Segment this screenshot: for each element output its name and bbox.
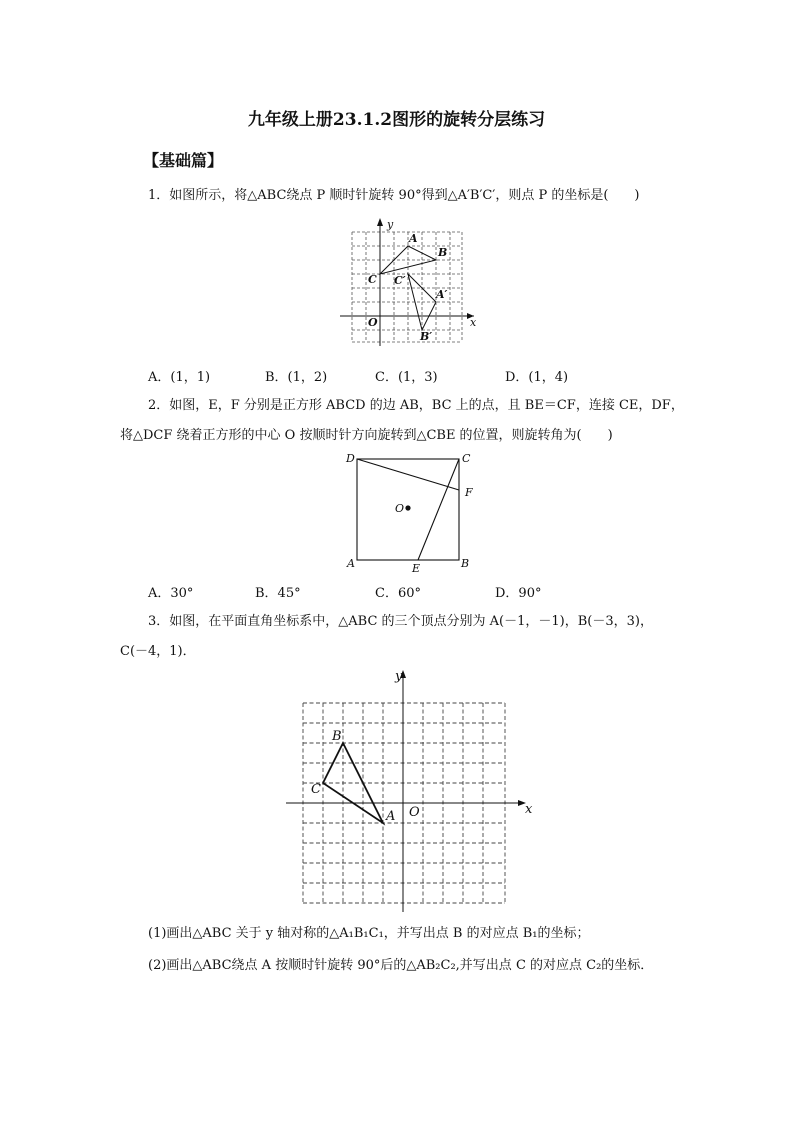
q2-line-df — [357, 459, 459, 490]
q3-label-c: C — [311, 782, 321, 797]
q2-option-d: D．90° — [495, 586, 542, 601]
question-1-stem: 1．如图所示，将△ABC绕点 P 顺时针旋转 90°得到△A′B′C′，则点 P 的坐标是( ) — [148, 188, 640, 203]
question-3-stem-line-1: 3．如图，在平面直角坐标系中，△ABC 的三个顶点分别为 A(－1，－1)，B(－3，3)， — [148, 614, 653, 629]
question-3-stem-line-2: C(－4，1)． — [120, 644, 196, 659]
q3-origin-label: O — [409, 805, 420, 820]
q1-option-d: D．(1，4) — [505, 370, 569, 385]
question-3-part-2: (2)画出△ABC绕点 A 按顺时针旋转 90°后的△AB₂C₂,并写出点 C 的对应点 C₂的坐标． — [148, 958, 654, 973]
q2-option-a: A．30° — [148, 586, 194, 601]
q3-label-a: A — [386, 809, 396, 824]
question-3-part-1: (1)画出△ABC 关于 y 轴对称的△A₁B₁C₁，并写出点 B 的对应点 B₁的坐标； — [148, 926, 590, 941]
section-heading: 【基础篇】 — [143, 151, 224, 170]
q3-y-label: y — [395, 669, 403, 684]
q1-option-a: A．(1，1) — [148, 370, 211, 385]
q2-label-e: E — [412, 562, 421, 575]
q2-label-d: D — [346, 452, 355, 465]
q1-y-arrow — [377, 218, 383, 226]
q1-label-b: B — [438, 246, 448, 259]
q3-label-b: B — [332, 729, 342, 744]
q2-label-b: B — [461, 557, 470, 570]
q2-option-b: B．45° — [255, 586, 301, 601]
question-3-figure — [280, 665, 540, 915]
q1-x-label: x — [470, 316, 477, 329]
question-2-stem-line-2: 将△DCF 绕着正方形的中心 O 按顺时针方向旋转到△CBE 的位置，则旋转角为( ) — [120, 428, 613, 443]
q3-axes — [286, 672, 524, 912]
q1-label-c-prime: C′ — [394, 274, 406, 287]
q2-center-point — [405, 505, 410, 510]
q1-y-label: y — [387, 218, 394, 231]
q2-line-ce — [418, 459, 459, 560]
q1-origin-label: O — [368, 316, 378, 329]
q2-label-f: F — [465, 486, 473, 499]
q3-x-label: x — [525, 802, 533, 817]
question-1-figure — [340, 215, 480, 350]
q2-label-o: O — [395, 502, 405, 515]
q1-label-a: A — [409, 232, 418, 245]
q2-label-c: C — [462, 452, 471, 465]
q1-label-c: C — [368, 273, 377, 286]
q1-axes — [340, 220, 474, 346]
q1-label-b-prime: B′ — [420, 330, 433, 343]
q2-option-c: C．60° — [375, 586, 421, 601]
question-2-stem-line-1: 2．如图，E，F 分别是正方形 ABCD 的边 AB，BC 上的点，且 BE＝CF，连接 CE，DF， — [148, 398, 684, 413]
q1-option-c: C．(1，3) — [375, 370, 438, 385]
page-title: 九年级上册23.1.2图形的旋转分层练习 — [247, 110, 546, 130]
q1-option-b: B．(1，2) — [265, 370, 328, 385]
q1-label-a-prime: A′ — [436, 288, 448, 301]
question-2-figure — [340, 450, 480, 575]
q2-label-a: A — [347, 557, 355, 570]
